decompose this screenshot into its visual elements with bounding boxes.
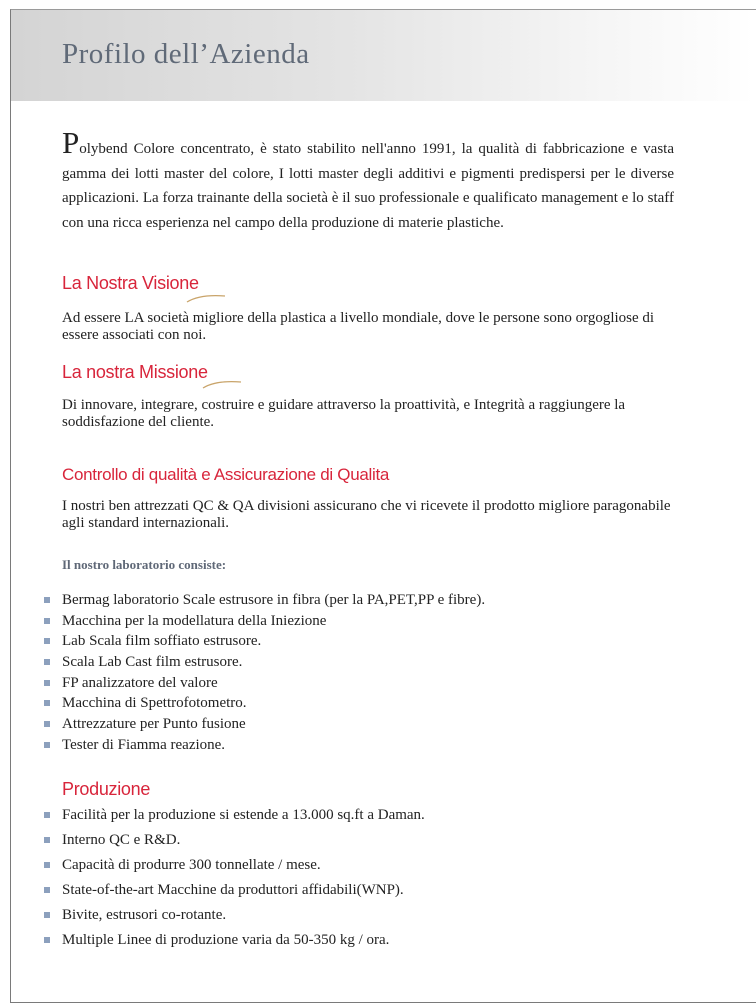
lab-item-text: Bermag laboratorio Scale estrusore in fibra (per la PA,PET,PP e fibre). bbox=[62, 592, 486, 608]
square-bullet-icon bbox=[44, 638, 50, 644]
square-bullet-icon bbox=[44, 812, 50, 818]
square-bullet-icon bbox=[44, 837, 50, 843]
list-item bbox=[44, 611, 485, 632]
square-bullet-icon bbox=[44, 721, 50, 727]
square-bullet-icon bbox=[44, 912, 50, 918]
list-item bbox=[44, 853, 425, 878]
square-bullet-icon bbox=[44, 700, 50, 706]
page-title: Profilo dell’Azienda bbox=[62, 38, 310, 70]
lab-item-text: Lab Scala film soffiato estrusore. bbox=[62, 633, 262, 650]
production-item-text: Interno QC e R&D. bbox=[62, 832, 181, 848]
list-item bbox=[44, 693, 485, 714]
lab-item-text: Macchina per la modellatura della Iniezione bbox=[62, 612, 327, 629]
square-bullet-icon bbox=[44, 742, 50, 748]
list-item bbox=[44, 590, 485, 611]
lab-title: Il nostro laboratorio consiste: bbox=[62, 557, 227, 572]
square-bullet-icon bbox=[44, 597, 50, 603]
intro-dropcap: P bbox=[62, 125, 80, 160]
lab-item-text: FP analizzatore del valore bbox=[62, 674, 218, 691]
list-item bbox=[44, 714, 485, 735]
list-item bbox=[44, 878, 425, 903]
vision-text: Ad essere LA società migliore della plastica a livello mondiale, dove le persone sono orgogliose di essere associati con noi. bbox=[62, 310, 655, 343]
vision-heading: La Nostra Visione bbox=[62, 273, 199, 293]
production-item-text: Capacità di produrre 300 tonnellate / mese. bbox=[62, 857, 321, 873]
quality-heading: Controllo di qualità e Assicurazione di Qualita bbox=[62, 465, 390, 484]
mission-swoosh-icon bbox=[202, 380, 242, 390]
production-list bbox=[44, 803, 425, 953]
list-item bbox=[44, 673, 485, 694]
production-item-text: State-of-the-art Macchine da produttori affidabili(WNP). bbox=[62, 882, 404, 898]
production-item-text: Multiple Linee di produzione varia da 50-350 kg / ora. bbox=[62, 932, 390, 948]
intro-text: olybend Colore concentrato, è stato stabilito nell'anno 1991, la qualità di fabbricazione e vasta gamma dei lotti master del colore, I lotti master degli additivi e pigmenti predispersi per le diverse applicazioni. La forza trainante della società è il suo professionale e qualificato management e lo staff con una ricca esperienza nel campo della produzione di materie plastiche. bbox=[62, 141, 674, 231]
lab-item-text: Attrezzature per Punto fusione bbox=[62, 716, 246, 733]
production-heading: Produzione bbox=[62, 779, 151, 799]
square-bullet-icon bbox=[44, 887, 50, 893]
square-bullet-icon bbox=[44, 618, 50, 624]
square-bullet-icon bbox=[44, 680, 50, 686]
square-bullet-icon bbox=[44, 659, 50, 665]
lab-list bbox=[44, 590, 485, 756]
production-item-text: Bivite, estrusori co-rotante. bbox=[62, 907, 227, 923]
mission-text: Di innovare, integrare, costruire e guidare attraverso la proattività, e Integrità a raggiungere la soddisfazione del cliente. bbox=[62, 397, 626, 430]
list-item bbox=[44, 928, 425, 953]
lab-item-text: Macchina di Spettrofotometro. bbox=[62, 695, 247, 712]
square-bullet-icon bbox=[44, 937, 50, 943]
vision-swoosh-icon bbox=[186, 294, 226, 304]
production-item-text: Facilità per la produzione si estende a 13.000 sq.ft a Daman. bbox=[62, 807, 425, 823]
lab-item-text: Tester di Fiamma reazione. bbox=[62, 736, 226, 753]
mission-heading: La nostra Missione bbox=[62, 362, 208, 382]
square-bullet-icon bbox=[44, 862, 50, 868]
quality-text: I nostri ben attrezzati QC & QA divisioni assicurano che vi ricevete il prodotto migliore paragonabile agli standard internazionali. bbox=[62, 498, 671, 531]
list-item bbox=[44, 803, 425, 828]
list-item bbox=[44, 903, 425, 928]
list-item bbox=[44, 735, 485, 756]
list-item bbox=[44, 631, 485, 652]
lab-item-text: Scala Lab Cast film estrusore. bbox=[62, 654, 243, 671]
list-item bbox=[44, 652, 485, 673]
intro-paragraph bbox=[62, 125, 674, 235]
list-item bbox=[44, 828, 425, 853]
